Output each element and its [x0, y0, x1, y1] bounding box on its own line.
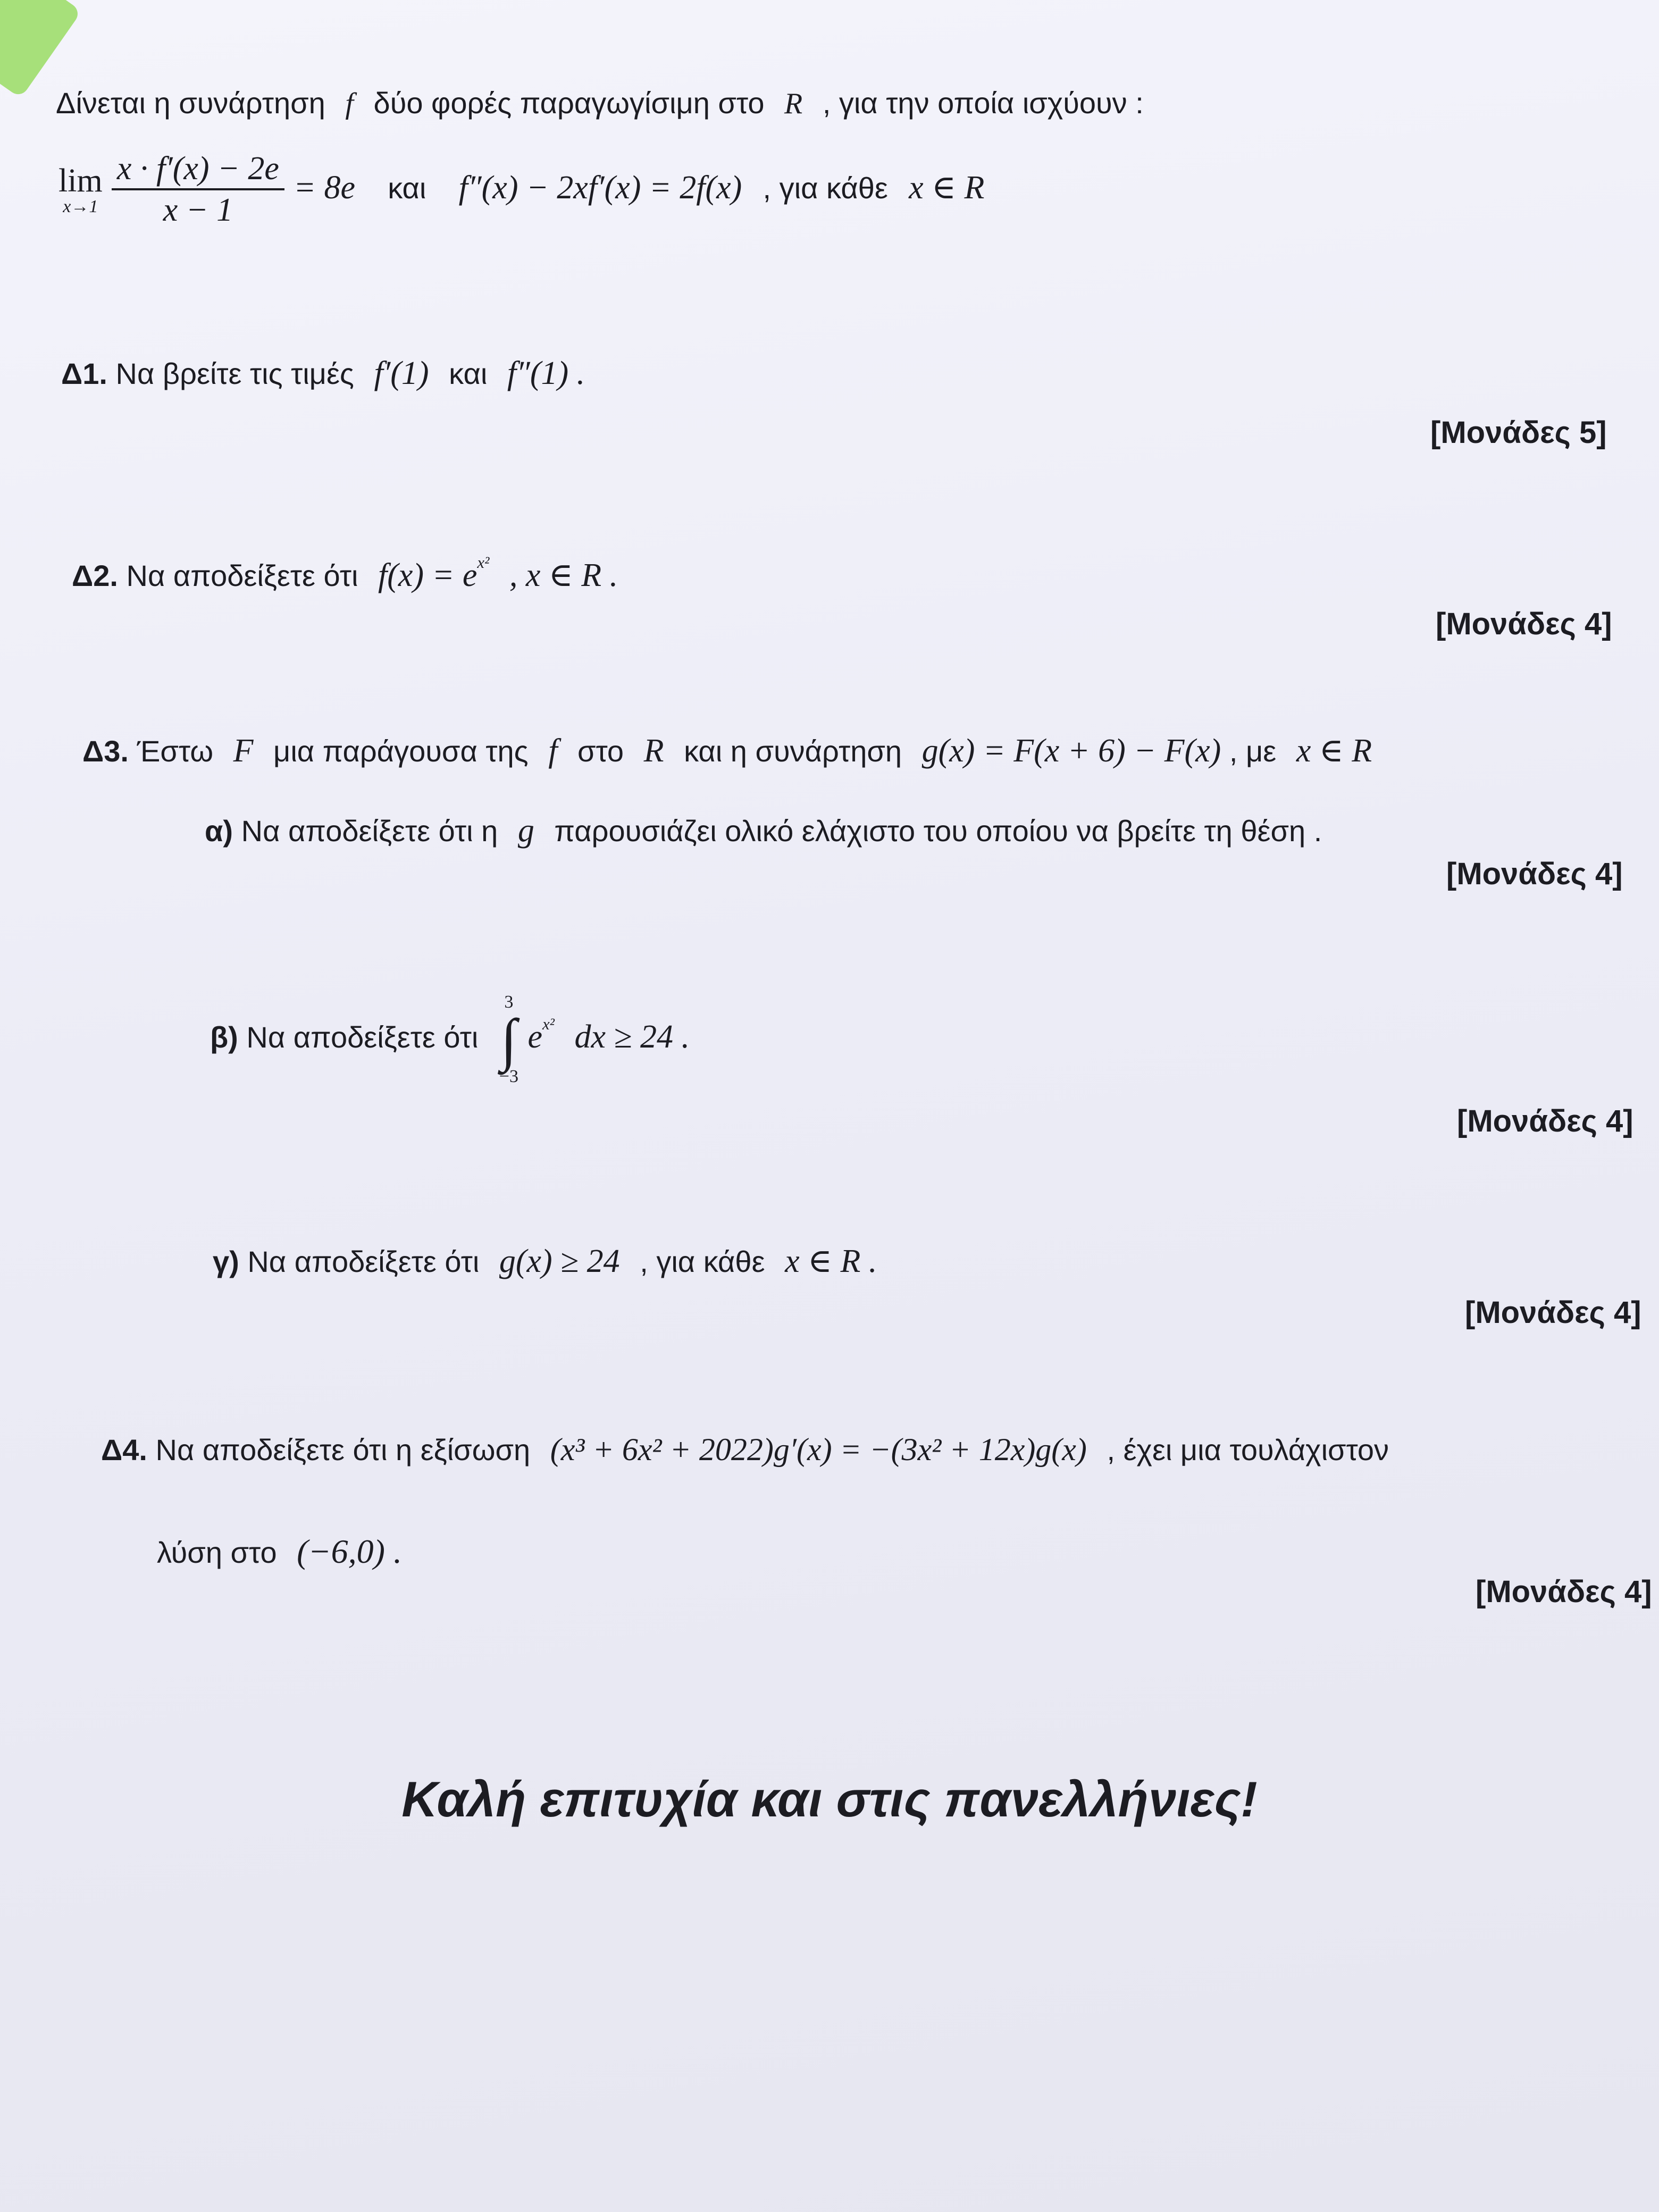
- question-d2: [72, 553, 618, 595]
- intro-R: R: [784, 87, 803, 120]
- d1-text: Να βρείτε τις τιμές: [115, 357, 354, 390]
- d4-interval: (−6,0) .: [297, 1532, 402, 1570]
- d3a-label: α): [205, 814, 233, 848]
- for-all-text: , για κάθε: [763, 171, 888, 205]
- d3c-label: γ): [213, 1245, 239, 1278]
- d3a-text-2: παρουσιάζει ολικό ελάχιστο του οποίου να βρείτε τη θέση .: [554, 814, 1322, 848]
- d3-f: f: [548, 733, 558, 769]
- intro-text-3: , για την οποία ισχύουν :: [822, 86, 1144, 120]
- intro-text: Δίνεται η συνάρτηση: [56, 86, 325, 120]
- d3-F: F: [233, 733, 254, 769]
- integral-symbol: ∫: [500, 1007, 517, 1072]
- question-d3: [82, 731, 1372, 770]
- d3c-domain: x ∈ R .: [785, 1243, 877, 1279]
- integral-upper-bound: 3: [504, 992, 514, 1012]
- intro-line: [56, 85, 1144, 122]
- lim-subscript: x→1: [63, 197, 98, 217]
- limit-operator: [58, 161, 103, 218]
- question-d3-b: [210, 992, 690, 1088]
- intro-text-2: δύο φορές παραγωγίσιμη στο: [373, 86, 765, 120]
- closing-wish: Καλή επιτυχία και στις πανελλήνιες!: [401, 1771, 1258, 1827]
- d3a-text-1: Να αποδείξετε ότι η: [241, 814, 498, 848]
- d3-domain: x ∈ R: [1296, 733, 1372, 769]
- d1-label: Δ1.: [61, 357, 107, 390]
- d3b-rest: dx ≥ 24 .: [574, 1019, 690, 1055]
- and-text: και: [388, 171, 426, 205]
- d4-text-3: λύση στο: [157, 1536, 277, 1569]
- d3-R: R: [643, 733, 664, 769]
- d4-text-1: Να αποδείξετε ότι η εξίσωση: [155, 1433, 531, 1467]
- limit-fraction: [112, 149, 284, 230]
- d2-text: Να αποδείξετε ότι: [126, 558, 358, 592]
- d3a-marks: [Μονάδες 4]: [1446, 857, 1623, 891]
- d3b-integrand: e: [527, 1019, 542, 1055]
- d3-text-4: και η συνάρτηση: [684, 734, 902, 768]
- question-d3-a: [205, 811, 1322, 850]
- d4-text-2: , έχει μια τουλάχιστον: [1107, 1433, 1389, 1467]
- d3c-text-2: , για κάθε: [640, 1245, 765, 1278]
- d2-expr-right: , x ∈ R .: [509, 557, 618, 593]
- conditions-line: [58, 149, 984, 230]
- d2-label: Δ2.: [72, 558, 118, 592]
- d1-expr-1: f′(1): [374, 355, 429, 391]
- d3b-label: β): [210, 1020, 238, 1054]
- d3-text-2: μια παράγουσα της: [273, 734, 529, 768]
- question-d3-c: [213, 1242, 877, 1281]
- differential-equation: f″(x) − 2xf′(x) = 2f(x): [458, 169, 742, 206]
- fraction-numerator: x · f′(x) − 2e: [112, 149, 284, 190]
- integral-lower-bound: −3: [499, 1066, 518, 1086]
- d3-text-1: Έστω: [137, 734, 214, 768]
- d2-exponent: x²: [477, 554, 490, 572]
- d3c-expr: g(x) ≥ 24: [499, 1243, 620, 1279]
- d3-text-3: στο: [577, 734, 624, 768]
- limit-value: = 8e: [294, 169, 355, 206]
- domain-text: x ∈ R: [909, 169, 985, 206]
- green-corner-shape: [0, 0, 82, 98]
- d1-expr-2: f″(1) .: [507, 355, 585, 391]
- d3b-marks: [Μονάδες 4]: [1457, 1104, 1633, 1138]
- question-d1: [61, 354, 585, 393]
- d1-marks: [Μονάδες 5]: [1430, 415, 1607, 450]
- d3-text-5: , με: [1229, 734, 1277, 768]
- d2-expr-left: f(x) = e: [378, 557, 477, 593]
- d3b-text: Να αποδείξετε ότι: [246, 1020, 479, 1054]
- d3-label: Δ3.: [82, 734, 129, 768]
- d3c-marks: [Μονάδες 4]: [1465, 1295, 1641, 1330]
- intro-f: f: [345, 87, 354, 120]
- question-d4-cont: [157, 1531, 402, 1572]
- d1-and: και: [449, 357, 488, 390]
- d4-equation: (x³ + 6x² + 2022)g′(x) = −(3x² + 12x)g(x): [550, 1432, 1087, 1467]
- fraction-denominator: x − 1: [163, 192, 233, 229]
- d3a-g: g: [517, 812, 534, 849]
- d4-marks: [Μονάδες 4]: [1476, 1574, 1652, 1609]
- integral-sign: [498, 992, 520, 1088]
- question-d4: [101, 1430, 1389, 1469]
- d2-marks: [Μονάδες 4]: [1436, 607, 1612, 641]
- d4-label: Δ4.: [101, 1433, 147, 1467]
- d3-g-definition: g(x) = F(x + 6) − F(x): [921, 733, 1221, 769]
- d3b-exponent: x²: [542, 1015, 555, 1034]
- lim-text: lim: [58, 162, 103, 199]
- d3c-text-1: Να αποδείξετε ότι: [247, 1245, 480, 1278]
